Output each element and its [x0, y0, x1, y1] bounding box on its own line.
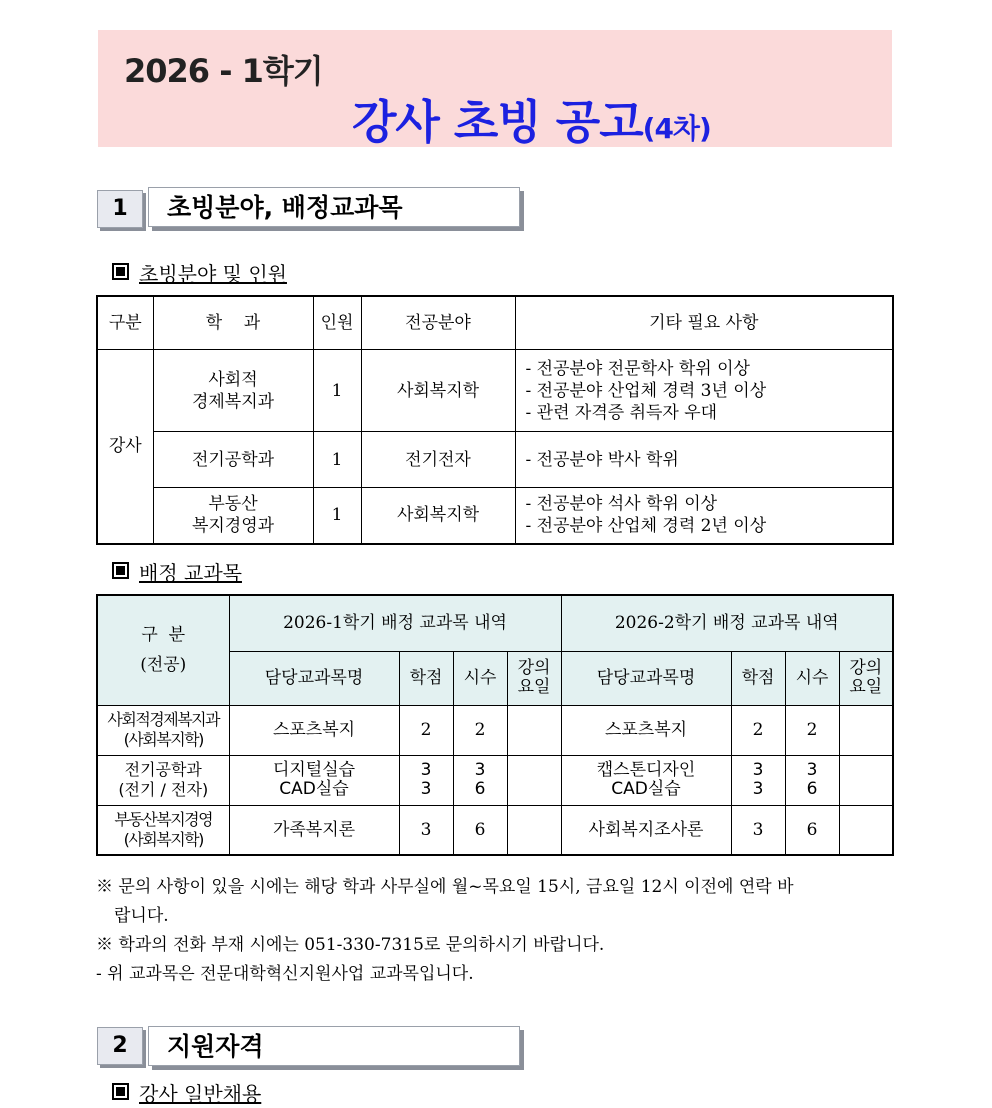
col-header-credit: 학점 [731, 651, 785, 705]
req-line: - 전공분야 전문학사 학위 이상 [525, 358, 750, 379]
credit-line: 3 [420, 760, 432, 780]
subheading-general-hire-text: 강사 일반채용 [139, 1082, 262, 1106]
table-header-row [97, 296, 893, 350]
day-cell [507, 805, 561, 855]
course-name-cell: 사회복지조사론 [561, 805, 731, 855]
req-line: - 전공분야 박사 학위 [525, 449, 679, 470]
table-row [97, 755, 893, 805]
table-row [97, 705, 893, 755]
notice-title-text: 강사 초빙 공고 [352, 95, 643, 149]
notice-round: (4차) [642, 112, 711, 145]
credit-line: 3 [420, 779, 432, 799]
section-2-title: 지원자격 [148, 1026, 520, 1066]
credit-line: 3 [752, 779, 764, 799]
section-2-number: 2 [97, 1027, 143, 1065]
note-line: ※ 학과의 전화 부재 시에는 051-330-7315로 문의하시기 바랍니다. [96, 935, 605, 955]
notice-title [352, 86, 711, 152]
major-cell: 사회복지학 [361, 350, 515, 432]
cat-line: (사회복지학) [123, 730, 203, 749]
category-cell [97, 805, 229, 855]
course-line: 캡스톤디자인 [596, 760, 696, 780]
req-cell [515, 350, 893, 432]
note-line: - 위 교과목은 전문대학혁신지원사업 교과목입니다. [96, 964, 474, 984]
credit-cell [731, 755, 785, 805]
notes-block [96, 873, 896, 989]
col-header: 인원 [313, 296, 361, 350]
section-1-title: 초빙분야, 배정교과목 [148, 187, 520, 227]
day-cell [839, 805, 893, 855]
subheading-courses-text: 배정 교과목 [139, 561, 242, 585]
title-banner [98, 30, 892, 147]
cat-line: 부동산복지경영 [114, 809, 213, 829]
course-table [96, 594, 894, 856]
header-line: 강의 [849, 658, 883, 678]
square-bullet-icon [112, 1083, 129, 1100]
day-cell [839, 755, 893, 805]
course-line: CAD실습 [611, 779, 681, 799]
req-line: - 전공분야 석사 학위 이상 [525, 494, 718, 515]
req-line: - 전공분야 산업체 경력 2년 이상 [525, 516, 767, 537]
col-header-day [839, 651, 893, 705]
note-line: ※ 문의 사항이 있을 시에는 해당 학과 사무실에 월~목요일 15시, 금요일 12시 이전에 연락 바 [96, 877, 794, 897]
col-header-category [97, 595, 229, 705]
category-cell [97, 705, 229, 755]
table-row [97, 805, 893, 855]
dept-line: 사회적 [208, 369, 258, 390]
count-cell: 1 [313, 488, 361, 544]
table-header-row [97, 595, 893, 651]
hours-cell: 2 [785, 705, 839, 755]
header-line: 강의 [517, 658, 551, 678]
course-name-cell: 스포츠복지 [229, 705, 399, 755]
col-header: 기타 필요 사항 [515, 296, 893, 350]
course-name-cell: 가족복지론 [229, 805, 399, 855]
header-line: (전공) [140, 655, 187, 676]
req-line: - 전공분야 산업체 경력 3년 이상 [525, 380, 767, 401]
note-line: 랍니다. [114, 906, 169, 926]
hours-line: 6 [474, 779, 486, 799]
day-cell [507, 705, 561, 755]
table-row [97, 488, 893, 544]
day-cell [507, 755, 561, 805]
square-bullet-icon [112, 263, 129, 280]
dept-cell [153, 432, 313, 488]
req-line: - 관련 자격증 취득자 우대 [525, 402, 718, 423]
cat-line: (사회복지학) [123, 829, 203, 849]
course-line: 디지털실습 [272, 760, 356, 780]
header-line: 요일 [849, 677, 883, 697]
subheading-recruit [112, 258, 287, 287]
course-name-cell: 스포츠복지 [561, 705, 731, 755]
dept-cell [153, 350, 313, 432]
col-header-name: 담당교과목명 [229, 651, 399, 705]
subheading-courses [112, 557, 242, 586]
course-line: CAD실습 [279, 779, 349, 799]
category-cell [97, 755, 229, 805]
credit-cell: 2 [399, 705, 453, 755]
hours-cell [785, 755, 839, 805]
dept-cell [153, 488, 313, 544]
subheading-general-hire [112, 1078, 261, 1107]
semester-label: 2026 - 1학기 [124, 52, 323, 90]
header-line: 요일 [517, 677, 551, 697]
hours-cell: 2 [453, 705, 507, 755]
square-bullet-icon [112, 562, 129, 579]
col-header-credit: 학점 [399, 651, 453, 705]
req-cell [515, 488, 893, 544]
col-header: 전공분야 [361, 296, 515, 350]
dept-line: 경제복지과 [191, 391, 275, 412]
col-header-day [507, 651, 561, 705]
major-cell: 전기전자 [361, 432, 515, 488]
major-cell: 사회복지학 [361, 488, 515, 544]
section-1-number: 1 [97, 190, 143, 228]
table-row [97, 350, 893, 432]
day-cell [839, 705, 893, 755]
hours-cell: 6 [785, 805, 839, 855]
col-header-hours: 시수 [453, 651, 507, 705]
header-line: 구 분 [141, 625, 186, 646]
hours-line: 3 [474, 760, 486, 780]
table-row [97, 432, 893, 488]
col-header-hours: 시수 [785, 651, 839, 705]
subheading-recruit-text: 초빙분야 및 인원 [139, 262, 287, 286]
col-header: 학 과 [153, 296, 313, 350]
dept-line: 부동산 [208, 494, 258, 515]
col-header-sem2: 2026-2학기 배정 교과목 내역 [561, 595, 893, 651]
hours-cell: 6 [453, 805, 507, 855]
hours-line: 3 [806, 760, 818, 780]
col-header-name: 담당교과목명 [561, 651, 731, 705]
cat-line: (전기 / 전자) [118, 780, 209, 799]
hours-line: 6 [806, 779, 818, 799]
credit-cell: 3 [399, 805, 453, 855]
col-header-sem1: 2026-1학기 배정 교과목 내역 [229, 595, 561, 651]
credit-cell [399, 755, 453, 805]
category-cell: 강사 [97, 350, 153, 544]
credit-line: 3 [752, 760, 764, 780]
dept-line: 복지경영과 [191, 516, 275, 537]
course-name-cell [561, 755, 731, 805]
count-cell: 1 [313, 432, 361, 488]
cat-line: 전기공학과 [124, 760, 202, 779]
cat-line: 사회적경제복지과 [107, 710, 220, 729]
req-cell [515, 432, 893, 488]
credit-cell: 3 [731, 805, 785, 855]
count-cell: 1 [313, 350, 361, 432]
dept-line: 전기공학과 [191, 449, 275, 470]
hours-cell [453, 755, 507, 805]
credit-cell: 2 [731, 705, 785, 755]
col-header: 구분 [97, 296, 153, 350]
recruit-table [96, 295, 894, 545]
course-name-cell [229, 755, 399, 805]
